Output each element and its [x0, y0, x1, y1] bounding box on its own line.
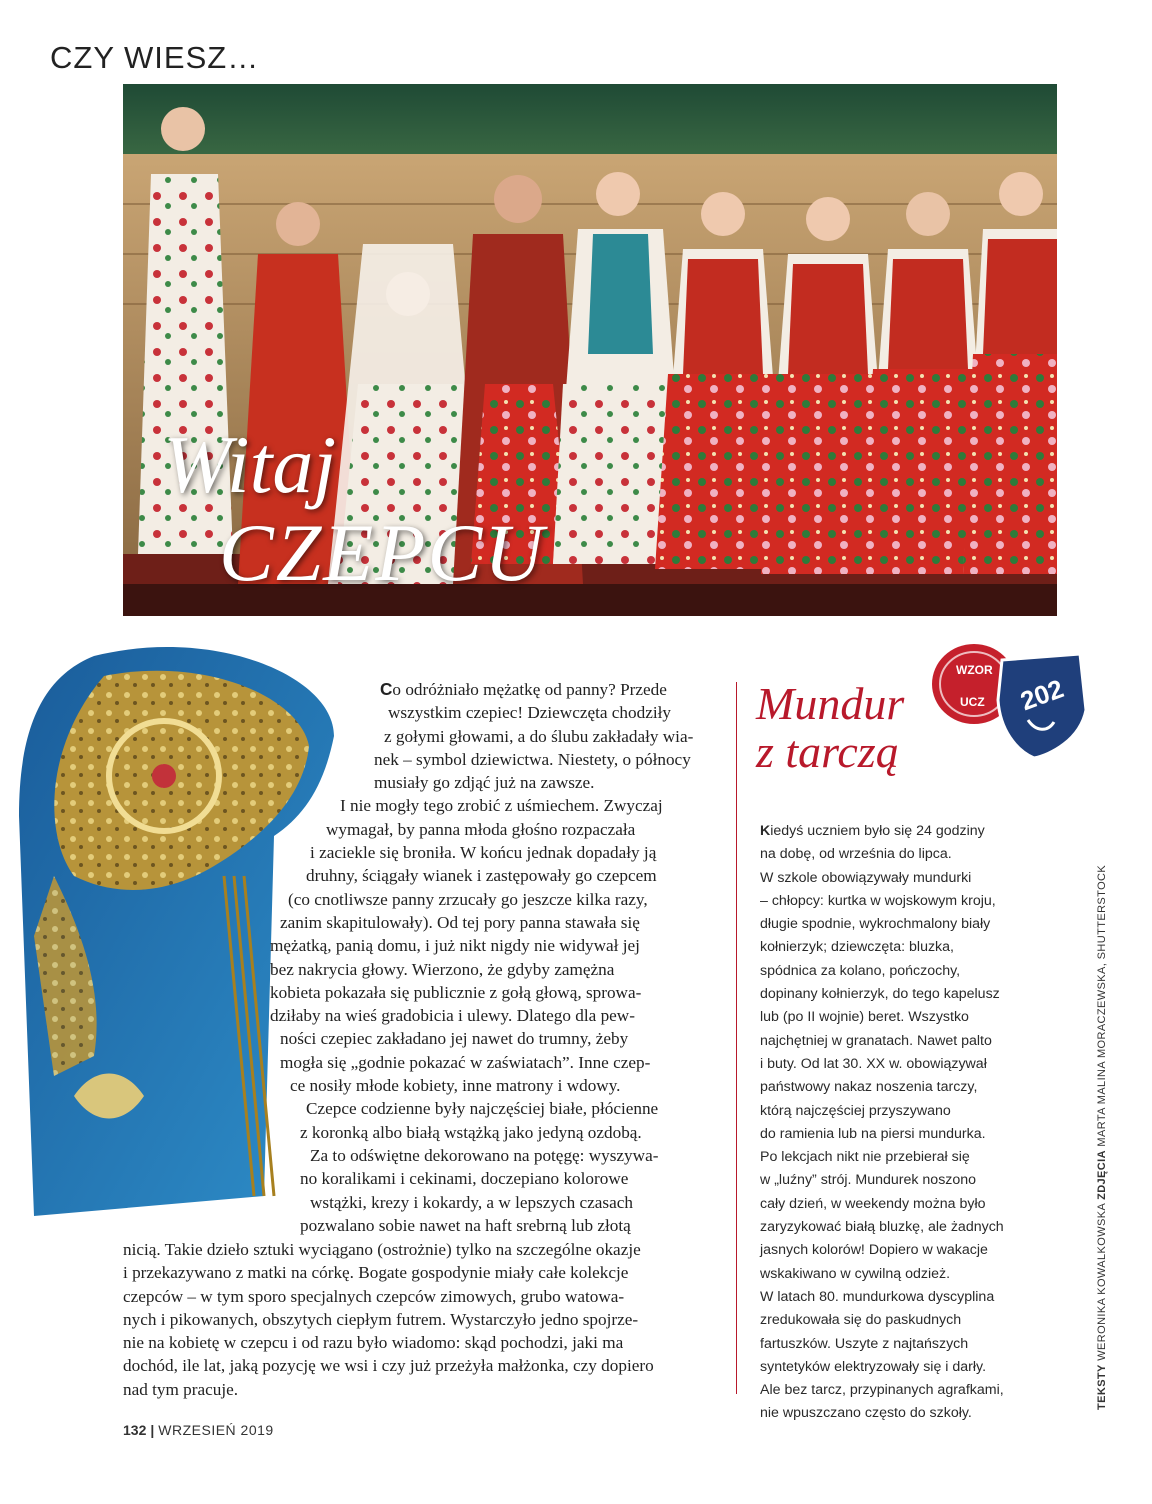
main-article [270, 678, 704, 1237]
sidebar-line: dopinany kołnierzyk, do tego kapelusz [760, 986, 1000, 1003]
article-line: nych i pikowanych, obszytych ciepłym futrem. Wystarczyło jedno spojrze- [123, 1309, 639, 1329]
hero-photo [123, 84, 1057, 616]
credits-texts-author: WERONIKA KOWALKOWSKA [1096, 1203, 1108, 1361]
article-line: czepców – w tym sporo specjalnych czepców zimowych, grubo watowa- [123, 1286, 625, 1306]
article-line: kobieta pokazała się publicznie z gołą głową, sprowa- [270, 982, 642, 1002]
article-line: druhny, ściągały wianek i zastępowały go czepcem [306, 866, 657, 886]
article-line: pozwalano sobie nawet na haft srebrną lub złotą [300, 1215, 631, 1235]
sidebar-line: jasnych kolorów! Dopiero w wakacje [760, 1242, 988, 1259]
photo-credits [1096, 864, 1108, 1410]
article-line: bez nakrycia głowy. Wierzono, że gdyby zamężna [270, 959, 615, 979]
page-number: 132 [123, 1422, 147, 1438]
article-line: nicią. Takie dzieło sztuki wyciągano (ostrożnie) tylko na szczególne okazje [123, 1240, 641, 1259]
sidebar-line: nie wpuszczano często do szkoły. [760, 1405, 972, 1422]
article-line: (co cnotliwsze panny zrzucały go jeszcze kilka razy, [288, 889, 648, 909]
sidebar-line: Ale bez tarcz, przypinanych agrafkami, [760, 1382, 1004, 1399]
folio-separator: | [150, 1422, 155, 1438]
sidebar-line: fartuszków. Uszyte z najtańszych [760, 1335, 969, 1352]
section-label: CZY WIESZ… [50, 40, 260, 75]
article-line: mężatką, panią domu, i już nikt nigdy nie widywał jej [270, 936, 640, 956]
article-line: I nie mogły tego zrobić z uśmiechem. Zwyczaj [340, 796, 663, 816]
sidebar-title-line-1: Mundur [756, 678, 905, 729]
sidebar-line: najchętniej w granatach. Nawet palto [760, 1032, 992, 1049]
badge-text-2: UCZ [960, 695, 985, 709]
sidebar-title-line-2: z tarczą [756, 726, 899, 777]
sidebar-line: kołnierzyk; dziewczęta: bluzka, [760, 939, 954, 956]
sidebar-dropcap: K [760, 823, 771, 839]
school-badges [930, 640, 1090, 760]
photo-title-line-1: Witaj [163, 419, 337, 510]
article-paragraph [270, 678, 704, 1237]
main-article-continued [123, 1238, 703, 1401]
article-paragraph [123, 1238, 703, 1401]
article-line: wstążki, krezy i kokardy, a w lepszych czasach [310, 1192, 633, 1212]
sidebar-line: – chłopcy: kurtka w wojskowym kroju, [760, 892, 996, 909]
sidebar-line: W szkole obowiązywały mundurki [760, 869, 972, 886]
sidebar-line: do ramienia lub na piersi mundurka. [760, 1125, 986, 1142]
credits-texts-label: TEKSTY [1096, 1364, 1108, 1410]
article-line: z gołymi głowami, a do ślubu zakładały wia- [384, 726, 694, 746]
article-line: ce nosiły młode kobiety, inne matrony i wdowy. [290, 1076, 621, 1096]
sidebar-line: na dobę, od września do lipca. [760, 846, 952, 863]
sidebar-line: długie spodnie, wykrochmalony biały [760, 916, 991, 933]
credits-photos-author: MARTA MALINA MORACZEWSKA, SHUTTERSTOCK [1096, 864, 1108, 1147]
sidebar-line: w „luźny” strój. Mundurek noszono [760, 1172, 977, 1189]
article-line: z koronką albo białą wstążką jako jedyną ozdobą. [300, 1122, 642, 1142]
sidebar-line: lub (po II wojnie) beret. Wszystko [760, 1009, 969, 1026]
article-line: Czepce codzienne były najczęściej białe, płócienne [306, 1099, 659, 1119]
sidebar-line: syntetyków elektryzowały się i darły. [760, 1358, 987, 1375]
article-line: no koralikami i cekinami, doczepiano kolorowe [300, 1169, 629, 1189]
sidebar-line: Kiedyś uczniem było się 24 godziny [760, 823, 985, 839]
sidebar-line: wskakiwano w cywilną odzież. [760, 1265, 951, 1282]
article-line: i zaciekle się broniła. W końcu jednak dopadały ją [310, 843, 657, 863]
badge-number: 202 [1016, 673, 1068, 717]
sidebar-line: W latach 80. mundurkowa dyscyplina [760, 1288, 995, 1305]
sidebar-line: i buty. Od lat 30. XX w. obowiązywał [760, 1055, 987, 1072]
article-line: dziłaby na wieś gradobicia i ulewy. Dlatego dla pew- [270, 1006, 635, 1026]
sidebar-line: cały dzień, w weekendy można było [760, 1195, 986, 1212]
article-line: dochód, ile lat, jaką pozycję we wsi i czy już przeżyła małżonka, czy dopiero [123, 1356, 654, 1376]
photo-title-line-2: CZEPCU [219, 507, 546, 598]
sidebar-line: państwowy nakaz noszenia tarczy, [760, 1079, 978, 1096]
article-line: mogła się „godnie pokazać w zaświatach”. Inne czep- [280, 1052, 651, 1072]
article-line: Za to odświętne dekorowano na potęgę: wyszywa- [310, 1145, 659, 1165]
article-line: i przekazywano z matki na córkę. Bogate gospodynie miały całe kolekcje [123, 1263, 629, 1283]
sidebar-line: spódnica za kolano, pończochy, [760, 962, 961, 979]
credits-photos-label: ZDJĘCIA [1096, 1150, 1108, 1200]
article-line: wszystkim czepiec! Dziewczęta chodziły [388, 703, 671, 723]
sidebar-line: Po lekcjach nikt nie przebierał się [760, 1149, 970, 1166]
sidebar-title [756, 680, 904, 776]
article-line: zanim skapitulowały). Od tej pory panna stawała się [280, 912, 640, 932]
article-line: Co odróżniało mężatkę od panny? Przede [380, 679, 667, 699]
badge-text-1: WZOR [956, 663, 993, 677]
column-divider [736, 682, 737, 1394]
article-line: nad tym pracuje. [123, 1379, 239, 1399]
article-dropcap: C [380, 679, 393, 699]
article-line: nie na kobietę w czepcu i od razu było wiadomo: skąd pochodzi, jaki ma [123, 1333, 624, 1353]
sidebar-line: którą najczęściej przyszywano [760, 1102, 951, 1119]
page-folio [123, 1422, 274, 1438]
issue-date: WRZESIEŃ 2019 [158, 1422, 274, 1438]
sidebar-line: zredukowała się do paskudnych [760, 1312, 962, 1329]
sidebar-text [760, 820, 1050, 1426]
photo-title [163, 419, 546, 598]
sidebar-line: zaryzykować białą bluzkę, ale żadnych [760, 1219, 1004, 1236]
article-line: ności czepiec zakładano jej nawet do trumny, żeby [280, 1029, 629, 1049]
article-line: nek – symbol dziewictwa. Niestety, o północy [374, 749, 691, 769]
article-line: musiały go zdjąć już na zawsze. [374, 773, 595, 793]
article-line: wymagał, by panna młoda głośno rozpaczała [326, 819, 636, 839]
